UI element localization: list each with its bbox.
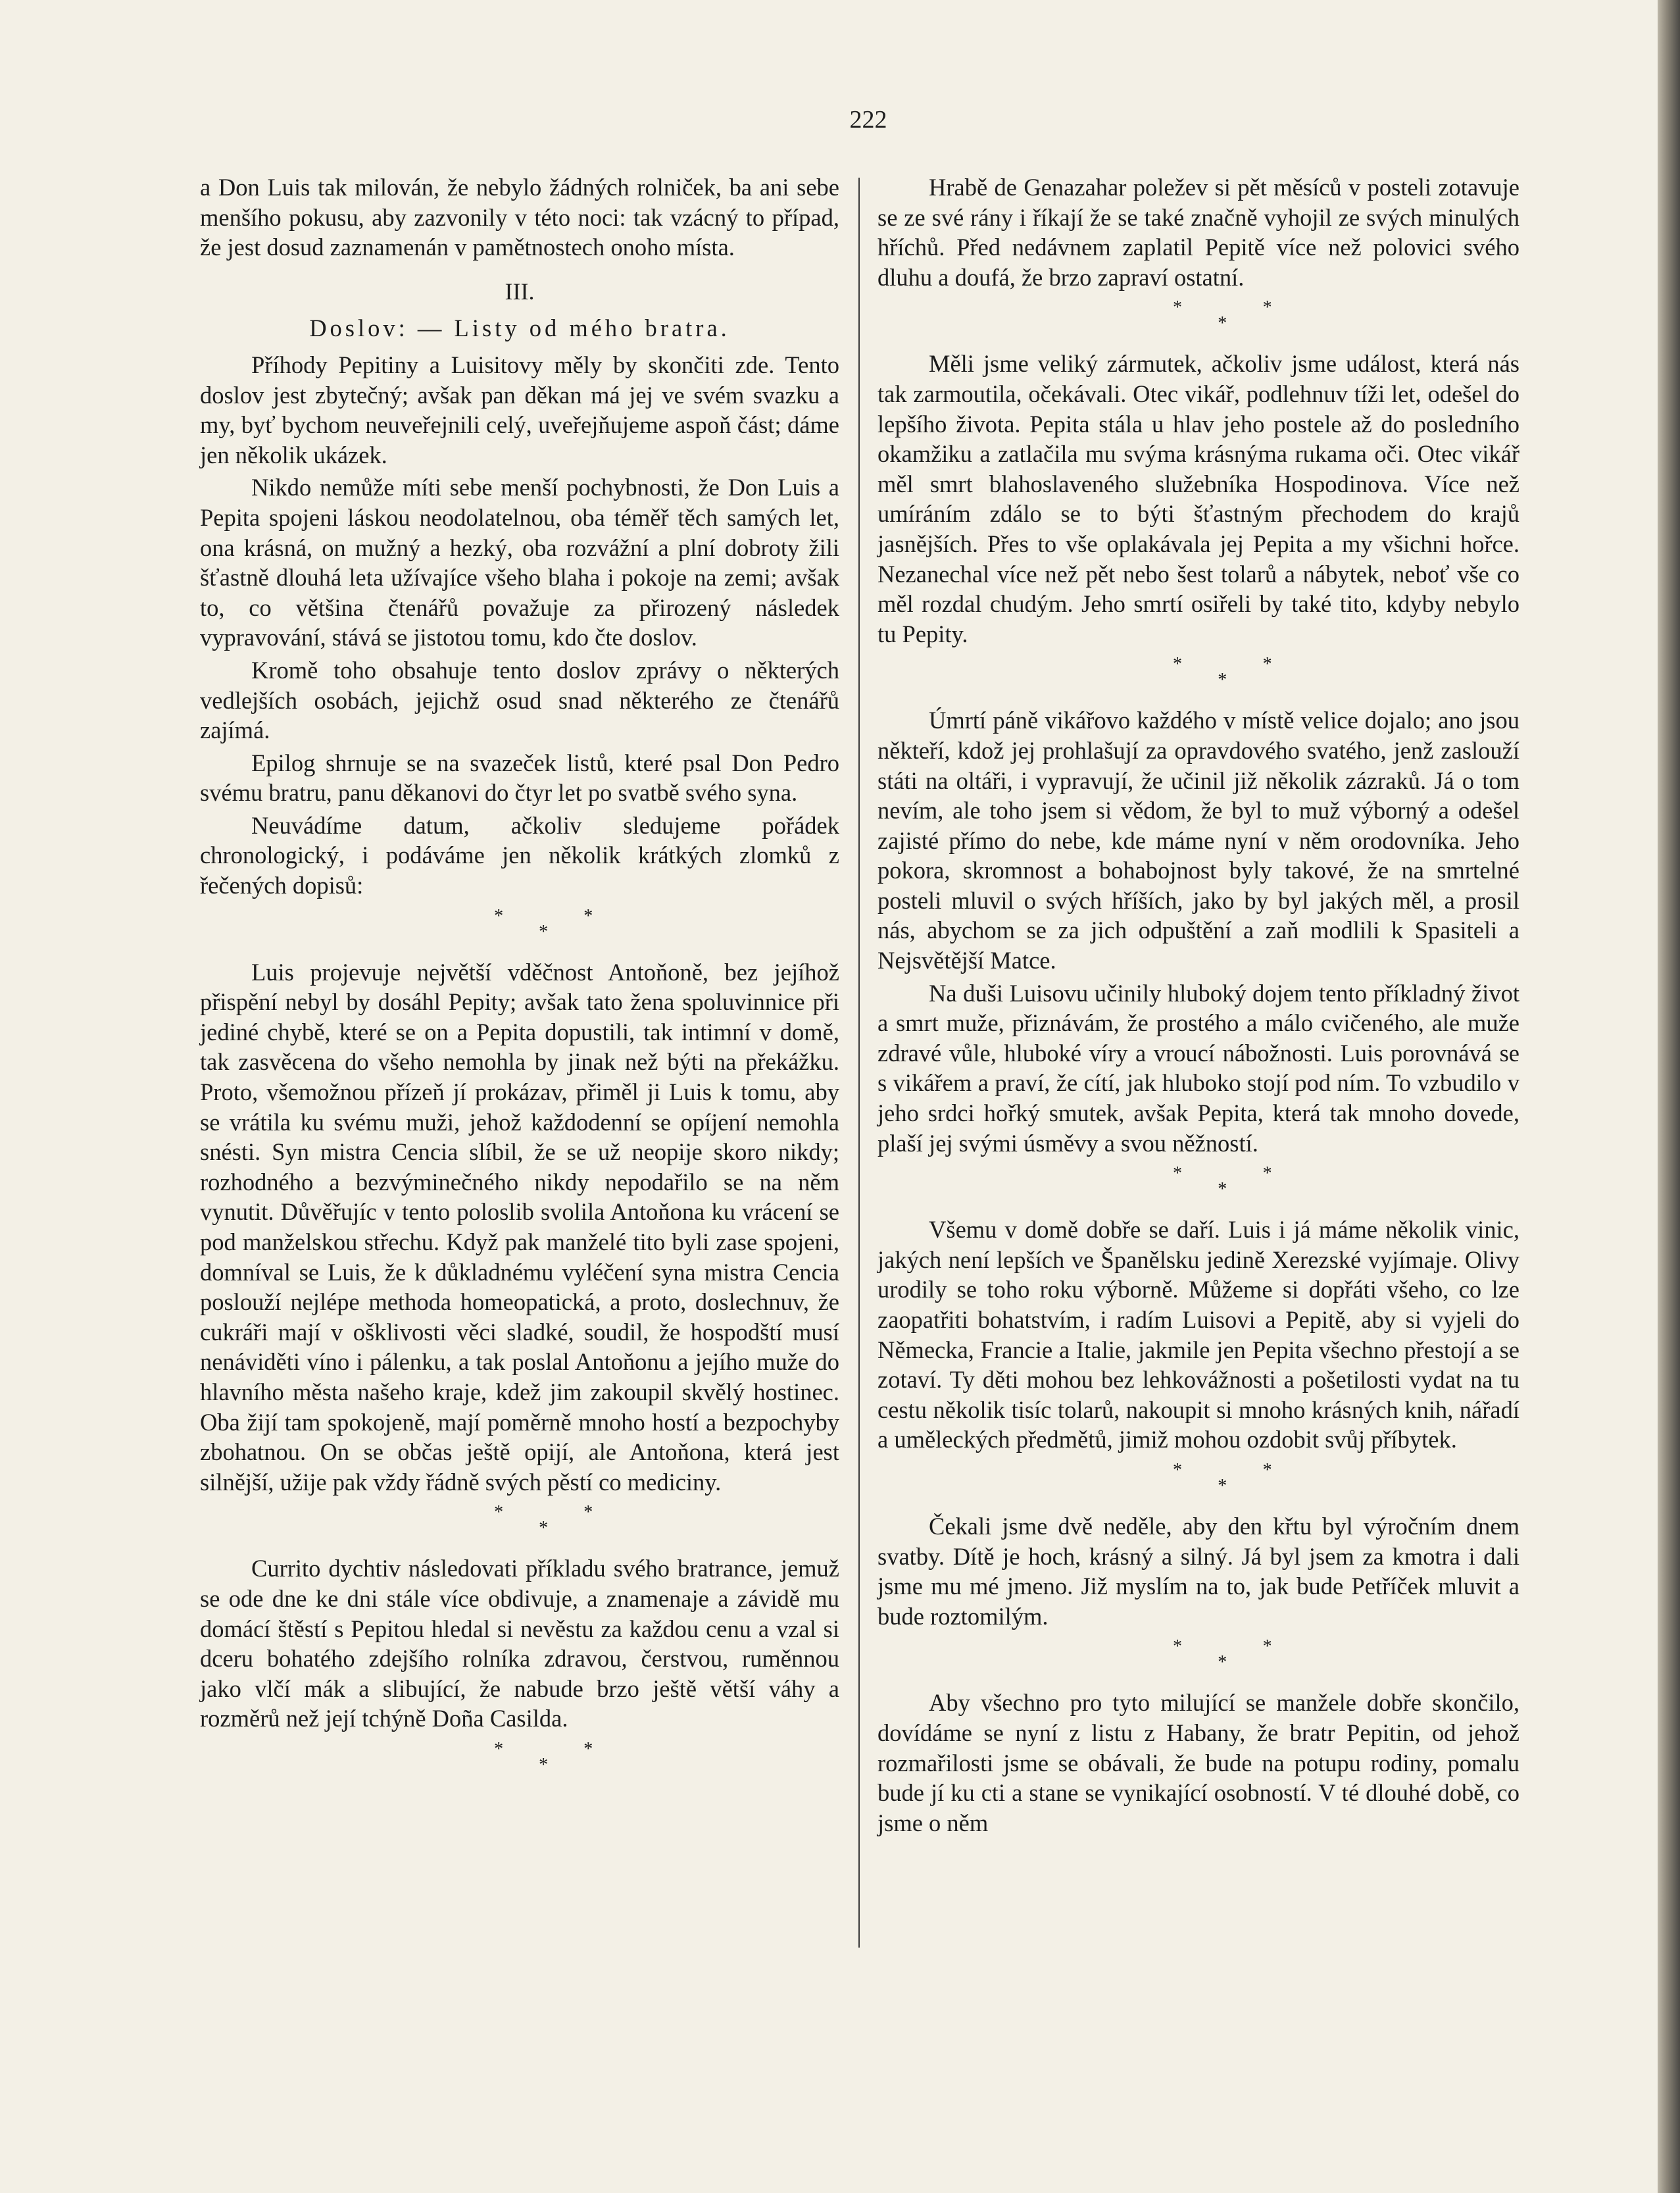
- asterisk: *: [1262, 1636, 1272, 1657]
- asterism-divider: [877, 1457, 1519, 1506]
- paragraph: Currito dychtiv následovati příkladu svého bratrance, jemuž se ode dne ke dni stále více obdivuje, a znamenaje a závidě mu domácí štěstí s Pepitou hledal si nevěstu za každou cenu a vzal si dceru bohatého zdejšího rolníka zdravou, čerstvou, ruměnnou jako vlčí mák a slibující, že nabude brzo ještě větší váhy a rozměrů než její tchýně Doña Casilda.: [200, 1555, 839, 1732]
- asterisk: *: [583, 905, 593, 926]
- right-column: [877, 172, 1519, 1840]
- asterism-divider: [200, 1736, 839, 1785]
- asterisk: *: [1172, 297, 1182, 318]
- paragraph: Epilog shrnuje se na svazeček listů, které psal Don Pedro svému bratru, panu děkanovi do čtyr let po svatbě svého syna.: [200, 749, 839, 807]
- paragraph: Na duši Luisovu učinily hluboký dojem tento příkladný život a smrt muže, přiznávám, že prostého a málo cvičeného, ale muže zdravé vůle, hluboké víry a vroucí nábožnosti. Luis porovnává se s vikářem a praví, že cítí, jak hluboko stojí pod ním. To vzbudilo v jeho srdci hořký smutek, avšak Pepita, která tak mnoho dovede, plaší jej svými úsměvy a svou něžností.: [877, 979, 1519, 1157]
- page-edge-shadow: [1658, 0, 1680, 2193]
- asterism-divider: [200, 903, 839, 952]
- asterism-divider: [877, 1634, 1519, 1682]
- left-column: [200, 172, 839, 1790]
- paragraph: Kromě toho obsahuje tento doslov zprávy o některých vedlejších osobách, jejichž osud snad některého ze čtenářů zajímá.: [200, 656, 839, 744]
- page-number: 222: [849, 106, 887, 134]
- section-number: III.: [505, 278, 535, 305]
- asterisk: *: [1218, 670, 1227, 691]
- asterisk: *: [494, 1738, 504, 1759]
- asterisk: *: [1172, 1163, 1182, 1184]
- asterisk: *: [1218, 1179, 1227, 1200]
- asterisk: *: [539, 1518, 549, 1539]
- asterisk: *: [1218, 1475, 1227, 1496]
- paragraph: Nikdo nemůže míti sebe menší pochybnosti, že Don Luis a Pepita spojeni láskou neodolatelnou, oba téměř těch samých let, ona krásná, on mužný a hezký, oba rozvážní a plní dobroty žili šťastně dlouhá leta užívajíce všeho blaha i pokoje na zemi; avšak to, co většina čtenářů považuje za přirozený následek vypravování, stává se jistotou tomu, kdo čte doslov.: [200, 474, 839, 651]
- asterisk: *: [1172, 1636, 1182, 1657]
- column-divider: [858, 178, 860, 1948]
- section-title: Doslov: — Listy od mého bratra.: [309, 315, 730, 342]
- paragraph: Všemu v domě dobře se daří. Luis i já máme několik vinic, jakých není lepších ve Španělsku jedině Xerezské vyjímaje. Olivy urodily se toho roku výborně. Můžeme si dopřáti všeho, co lze zaopatřiti bohatstvím, i radím Luisovi a Pepitě, aby si vyjeli do Německa, Francie a Italie, jakmile jen Pepita všechno přestojí a se zotaví. Ty děti mohou bez lehkovážnosti a pošetilosti vydat na tu cestu několik tisíc tolarů, nakoupit si mnoho krásných knih, nářadí a uměleckých předmětů, jimiž mohou ozdobit svůj příbytek.: [877, 1216, 1519, 1453]
- asterisk: *: [1172, 1459, 1182, 1480]
- paragraph: Luis projevuje největší vděčnost Antoňoně, bez jejíhož přispění nebyl by dosáhl Pepity; avšak tato žena spoluvinnice při jediné chybě, které se on a Pepita dopustili, tak intimní v domě, tak zasvěcena do všeho nemohla by jinak než býti na překážku. Proto, všemožnou přízeň jí prokázav, přiměl ji Luis k tomu, aby se vrátila ku svému muži, jehož každodenní se opíjení nemohla snésti. Syn mistra Cencia slíbil, že se už neopije skoro nikdy; rozhodného a bezvýminečného nikdy nepodařilo se na něm vynutit. Důvěřujíc v tento poloslib svolila Antoňona ku vrácení se pod manželskou střechu. Když pak manželé tito byli zase spojeni, domníval se Luis, že k důkladnému vyléčení syna mistra Cencia poslouží nejlépe methoda homeopatická, a proto, doslechnuv, že cukráři mají v ošklivosti věci sladké, soudil, že hospodští musí nenáviděti víno i pálenku, a tak poslal Antoňonu a jejího muže do hlavního města našeho kraje, kdež jim zakoupil skvělý hostinec. Oba žijí tam spokojeně, mají poměrně mnoho hostí a bezpochyby zbohatnou. On se občas ještě opijí, ale Antoňona, která jest silnější, užije pak vždy řádně svých pěstí co mediciny.: [200, 958, 839, 1496]
- asterisk: *: [583, 1502, 593, 1523]
- paragraph: Měli jsme veliký zármutek, ačkoliv jsme událost, která nás tak zarmoutila, očekávali. Otec vikář, podlehnuv tíži let, odešel do lepšího života. Pepita stála u hlav jeho postele až do posledního okamžiku a zatlačila mu svýma krásnýma rukama oči. Otec vikář měl smrt blahoslaveného služebníka Hospodinova. Více než umíráním zdálo se to býti šťastným přechodem do krajů jasnějších. Přes to vše oplakávala jej Pepita a my všichni hořce. Nezanechal více než pět nebo šest tolarů a nábytek, neboť vše co měl rozdal chudým. Jeho smrtí osiřeli by také tito, kdyby nebylo tu Pepity.: [877, 350, 1519, 647]
- asterism-divider: [877, 1161, 1519, 1209]
- asterisk: *: [1218, 313, 1227, 334]
- asterisk: *: [539, 1754, 549, 1775]
- asterisk: *: [494, 905, 504, 926]
- asterisk: *: [1262, 1163, 1272, 1184]
- asterisk: *: [1262, 1459, 1272, 1480]
- asterism-divider: [200, 1500, 839, 1548]
- paragraph: Aby všechno pro tyto milující se manžele dobře skončilo, dovídáme se nyní z listu z Habany, že bratr Pepitin, od jehož rozmařilosti jsme se obávali, že bude na potupu rodiny, pomalu bude jí ku cti a stane se vynikající osobností. V té dlouhé době, co jsme o něm: [877, 1689, 1519, 1836]
- paragraph: Příhody Pepitiny a Luisitovy měly by skončiti zde. Tento doslov jest zbytečný; avšak pan děkan má jej ve svém svazku a my, byť bychom neuveřejnili celý, uveřejňujeme aspoň část; dáme jen několik ukázek.: [200, 351, 839, 468]
- asterism-divider: [877, 651, 1519, 700]
- paragraph: a Don Luis tak milován, že nebylo žádných rolniček, ba ani sebe menšího pokusu, aby zazvonily v této noci: tak vzácný to případ, že jest dosud zaznamenán v pamětnostech onoho místa.: [200, 174, 839, 261]
- asterisk: *: [583, 1738, 593, 1759]
- paragraph: Úmrtí páně vikářovo každého v místě velice dojalo; ano jsou někteří, kdož jej prohlašují za opravdového svatého, jenž zaslouží státi na oltáři, i vypravují, že učinil již několik zázraků. Já o tom nevím, ale toho jsem si vědom, že byl to muž výborný a odešel zajisté přímo do nebe, kde máme nyní v něm orodovníka. Jeho pokora, skromnost a bohabojnost byly takové, že na smrtelné posteli mluvil o svých hříších, jako by byl jakých měl, a prosil nás, abychom se za jich odpuštění a zaň modlili k Spasiteli a Nejsvětější Matce.: [877, 707, 1519, 974]
- paragraph: Neuvádíme datum, ačkoliv sledujeme pořádek chronologický, i podáváme jen několik krátkých zlomků z řečených dopisů:: [200, 811, 839, 899]
- asterisk: *: [494, 1502, 504, 1523]
- asterism-divider: [877, 295, 1519, 343]
- asterisk: *: [1172, 654, 1182, 675]
- paragraph: Hrabě de Genazahar poležev si pět měsíců v posteli zotavuje se ze své rány i říkají že se také značně vyhojil ze svých minulých hříchů. Před nedávnem zaplatil Pepitě více než polovici svého dluhu a doufá, že brzo zapraví ostatní.: [877, 174, 1519, 291]
- asterisk: *: [539, 921, 549, 942]
- asterisk: *: [1218, 1652, 1227, 1673]
- asterisk: *: [1262, 297, 1272, 318]
- asterisk: *: [1262, 654, 1272, 675]
- paragraph: Čekali jsme dvě neděle, aby den křtu byl výročním dnem svatby. Dítě je hoch, krásný a silný. Já byl jsem za kmotra i dali jsme mu mé jmeno. Již myslím na to, jak bude Petříček mluvit a bude roztomilým.: [877, 1512, 1519, 1630]
